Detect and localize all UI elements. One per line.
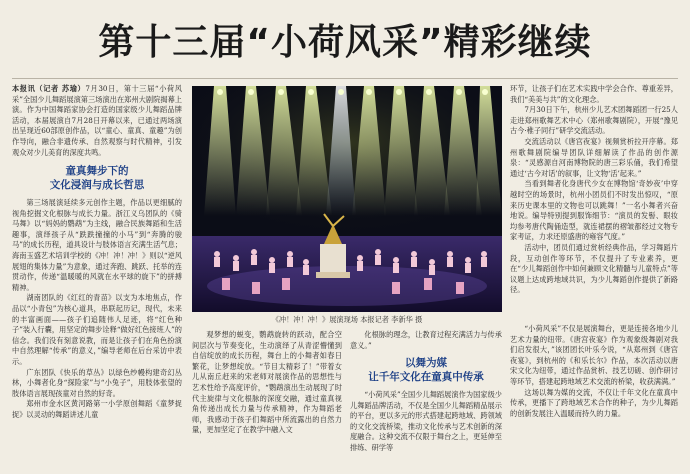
paragraph: 观梦想的蜕变，鹦鹉旋转的跃动，配合空间层次与节奏变化，生动演绎了从青涩懵懂到自信绽放的成长历程，舞台上的小舞者如春日繁花，让梦想绽放。“节目太精彩了！”带着女儿从南丘赶来的宋老师对展演作品的思想性与艺术性给予高度评价，“鹦鹉演出生动展现了时代主旋律与文化根脉的深度交融，通过童真视角传递出成长力量与传承精神，作为舞蹈老师，我感动于孩子们舞蹈中所流露出的自然力量，更加坚定了在教学中融入文 bbox=[192, 330, 342, 435]
stage-photo bbox=[192, 86, 502, 312]
column-4 bbox=[510, 84, 678, 322]
paragraph: 当看到舞者化身唐代少女在博物馆‘奇妙夜’中穿越时空的场景时，杭州小团员们不时发出惊叹，“原来历史课本里的文物也可以跳舞！”一名小舞者兴奋地说。编导特别提到服饰细节：“演员的发髻、眼妆均参考唐代陶俑造型，就连裙摆的褶皱都经过文物专家考证，力求还原盛唐的雍容气度。” bbox=[510, 179, 678, 242]
paragraph: “小荷风采”全国少儿舞蹈展演作为国家级少儿舞蹈品牌活动，不仅是全国少儿舞蹈精品展示的平台，更以多元的形式搭建起跨地域、跨领域的文化交流桥梁，推动文化传承与艺术创新的深度融合。这种交流不仅限于舞台之上，更延伸至排练、研学等 bbox=[350, 390, 502, 452]
subhead-2-line-1: 以舞为媒 bbox=[405, 357, 447, 369]
paragraph: 活动中，团员们通过赏析经典作品，学习舞蹈片段，互动创作等环节，不仅提升了专业素养，更在“少儿舞蹈创作中如何兼顾文化精髓与儿童特点”等议题上达成跨地域共识，为少儿舞蹈创作提供了新路径。 bbox=[510, 242, 678, 295]
stage-photo-illustration bbox=[192, 86, 502, 312]
paragraph: 郑州市金水区黄河路第一小学原创舞蹈《童梦捉捉》以灵动的舞蹈讲述儿童 bbox=[12, 399, 182, 419]
column-2 bbox=[192, 330, 342, 466]
subhead-2-line-2: 让千年文化在童真中传承 bbox=[368, 371, 484, 383]
subhead-1-line-2: 文化浸润与成长哲思 bbox=[49, 179, 145, 191]
paragraph: 交流活动以《唐宫夜宴》视频赏析拉开序幕。郑州歌舞剧院编导团队详细解读了作品的创作源泉：“灵感源自河南博物院的唐三彩乐俑，我们希望通过‘古今对话’的叙事，让文物‘活’起来。” bbox=[510, 136, 678, 178]
column-1 bbox=[12, 84, 182, 160]
byline: 本报讯（记者 苏瑜） bbox=[12, 84, 86, 93]
paragraph: “小荷风采”不仅是展演舞台，更是连接各地少儿艺术力量的纽带。《唐宫夜宴》作为观象级舞剧对我们启发很大，”该团团长叶乐今说，“从郑州到《唐宫夜宴》，到杭州的《和乐长尔》作品，本次活动以唐宋文化为纽带，通过作品赏析、技艺切磋、创作研讨等环节，搭建起跨地域艺术交流的桥梁，收获满满。” bbox=[510, 324, 678, 386]
lead-text: 7月30日，第十三届“小荷风采”全国少儿舞蹈展演第三场演出在郑州大剧院揭幕上演。作为中国舞蹈家协会打造的国家级少儿舞蹈品牌活动，本届展演自7月28日开幕以来，已通过两场演出呈现近60部原创作品，以“童心、童真、童趣”为创作导向，融合非遗传承、自然观察与时代精神，引发观众对少儿美育的深度共鸣。 bbox=[12, 84, 182, 157]
column-3-top bbox=[350, 330, 502, 352]
subhead-2 bbox=[350, 356, 502, 386]
paragraph: 第三场展演延续多元创作主题，作品以更细腻的视角挖掘文化根脉与成长力量。浙江义乌团队的《骑马舞》以“妈妈的鹦鹉”为主线，融合民族舞蹈和生活趣事，演绎孩子从“跌跌撞撞的小马”到“奔腾的骏马”的成长历程，道具设计与肢体语言充满生活气息；海南玉盛艺术培训学校的《冲！冲！冲！》则以“逆风展翅的集体力量”为意象，通过奔跑、跳跃、托举的连贯动作，传递“温暖暖的风就在水平球的旋下”的拼搏精神。 bbox=[12, 198, 182, 292]
column-5 bbox=[510, 324, 678, 466]
paragraph: 广东团队《快乐的草丛》以绿色纱幔构建奇幻丛林，小舞者化身“探险家”与“小兔子”，用肢体张望的肢体语言展现孩童对自然的好奇。 bbox=[12, 367, 182, 398]
column-1-body bbox=[12, 198, 182, 466]
paragraph: 这场以舞为媒的交流，不仅让千年文化在童真中传承，更播下了跨地域艺术合作的种子，为少儿舞蹈的创新发展注入温暖而持久的力量。 bbox=[510, 387, 678, 418]
page-headline: 第十三届“小荷风采”精彩继续 bbox=[98, 22, 592, 63]
column-3-body bbox=[350, 390, 502, 466]
subhead-1 bbox=[12, 164, 182, 194]
paragraph: 7月30日下午，杭州少儿艺术团舞蹈团一行25人走进郑州歌舞艺术中心（郑州歌舞剧院），开展“豫见古今·稚子同行”研学交流活动。 bbox=[510, 105, 678, 136]
headline-rule bbox=[12, 78, 678, 79]
paragraph: 环节，让孩子们在艺术实践中学会合作、尊重差异，我们“美美与共”的文化理念。 bbox=[510, 84, 678, 104]
photo-caption: 《冲！冲！冲！》展演现场 本报记者 李新华 摄 bbox=[271, 315, 423, 324]
lead-paragraph bbox=[12, 84, 182, 158]
paragraph: 化根脉的理念，让教育过程充满活力与传承意义。” bbox=[350, 330, 502, 350]
paragraph: 湖南团队的《红红的青苗》以支为本地焦点，作品以“小青包”为核心道具，串联起历记，现代，未来的丰富画面——孩子们追随伟人足迹，将“红色种子”装入行囊，用坚定的舞步诠释“做好红色接班人”的信念。我们没有刻意说教，而是让孩子们在角色扮演中自然理解“传承”的意义，”编导老师在后台采访中表示。 bbox=[12, 293, 182, 366]
subhead-1-line-1: 童真舞步下的 bbox=[65, 165, 129, 177]
